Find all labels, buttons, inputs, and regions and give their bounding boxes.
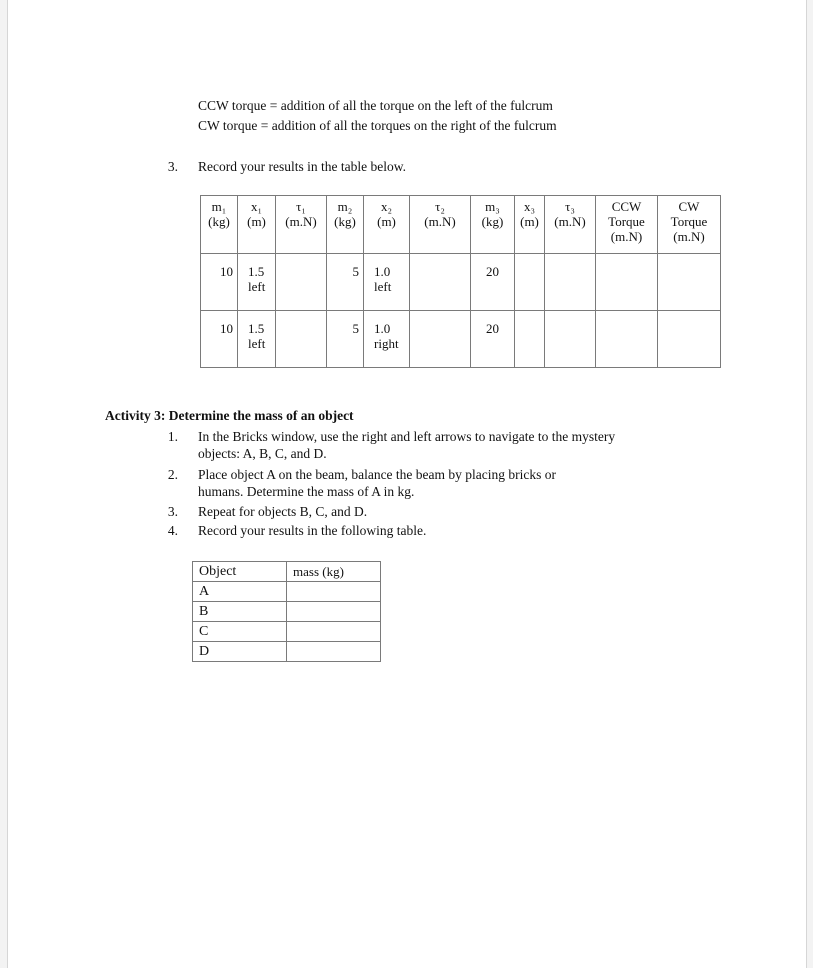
- ccw-definition: CCW torque = addition of all the torque on the left of the fulcrum: [198, 98, 553, 113]
- cw-definition: CW torque = addition of all the torques on the right of the fulcrum: [198, 118, 557, 133]
- step-text: objects: A, B, C, and D.: [198, 446, 327, 461]
- header-x2: x₂ (m): [364, 196, 410, 254]
- cell-tau2[interactable]: [410, 254, 471, 311]
- mass-cell[interactable]: [287, 582, 381, 602]
- mass-table-header: [193, 562, 381, 582]
- cell-x3[interactable]: [515, 254, 545, 311]
- cell-m3[interactable]: 20: [471, 254, 515, 311]
- cell-m2[interactable]: 5: [327, 254, 364, 311]
- cell-m1[interactable]: 10: [201, 254, 238, 311]
- step-text: In the Bricks window, use the right and left arrows to navigate to the mystery: [198, 429, 616, 444]
- table-row: [193, 602, 381, 622]
- step-number: 4.: [167, 523, 178, 538]
- object-label: C: [193, 622, 287, 642]
- step-text: humans. Determine the mass of A in kg.: [198, 484, 415, 499]
- cell-tau3[interactable]: [545, 254, 596, 311]
- header-m3: m₃ (kg): [471, 196, 515, 254]
- step-number: 3.: [167, 504, 178, 519]
- header-m2: m₂ (kg): [327, 196, 364, 254]
- table-row: [193, 622, 381, 642]
- header-m1: m₁ (kg): [201, 196, 238, 254]
- table-row: [201, 311, 721, 368]
- cell-tau3[interactable]: [545, 311, 596, 368]
- header-tau1: τ₁ (m.N): [276, 196, 327, 254]
- table-row: [201, 254, 721, 311]
- header-cw-torque: CW Torque (m.N): [658, 196, 721, 254]
- step-text: Place object A on the beam, balance the beam by placing bricks or: [198, 467, 557, 482]
- cell-x1[interactable]: 1.5 left: [238, 311, 276, 368]
- activity-title: Activity 3: Determine the mass of an object: [105, 408, 354, 423]
- header-tau2: τ₂ (m.N): [410, 196, 471, 254]
- step-text: Record your results in the table below.: [198, 159, 406, 174]
- header-mass: mass (kg): [287, 562, 381, 582]
- step-text: Repeat for objects B, C, and D.: [198, 504, 368, 519]
- table-row: [193, 642, 381, 662]
- cell-tau1[interactable]: [276, 311, 327, 368]
- cell-ccw-torque[interactable]: [596, 254, 658, 311]
- header-x1: x₁ (m): [238, 196, 276, 254]
- cell-cw-torque[interactable]: [658, 311, 721, 368]
- cell-ccw-torque[interactable]: [596, 311, 658, 368]
- cell-x2[interactable]: 1.0 left: [364, 254, 410, 311]
- cell-x2[interactable]: 1.0 right: [364, 311, 410, 368]
- header-ccw-torque: CCW Torque (m.N): [596, 196, 658, 254]
- header-object: Object: [193, 562, 287, 582]
- cell-x1[interactable]: 1.5 left: [238, 254, 276, 311]
- cell-m3[interactable]: 20: [471, 311, 515, 368]
- mass-cell[interactable]: [287, 602, 381, 622]
- document-page: [7, 0, 807, 968]
- header-x3: x₃ (m): [515, 196, 545, 254]
- object-label: A: [193, 582, 287, 602]
- torque-table: [200, 195, 721, 368]
- mass-table: [192, 561, 381, 662]
- cell-tau1[interactable]: [276, 254, 327, 311]
- step-text: Record your results in the following table.: [198, 523, 427, 538]
- header-tau3: τ₃ (m.N): [545, 196, 596, 254]
- table-row: [193, 582, 381, 602]
- cell-m2[interactable]: 5: [327, 311, 364, 368]
- mass-cell[interactable]: [287, 622, 381, 642]
- torque-table-header: [201, 196, 721, 254]
- step-number: 1.: [167, 429, 178, 444]
- object-label: D: [193, 642, 287, 662]
- step-number: 3.: [167, 159, 178, 174]
- step-number: 2.: [167, 467, 178, 482]
- cell-x3[interactable]: [515, 311, 545, 368]
- cell-cw-torque[interactable]: [658, 254, 721, 311]
- cell-tau2[interactable]: [410, 311, 471, 368]
- mass-cell[interactable]: [287, 642, 381, 662]
- object-label: B: [193, 602, 287, 622]
- cell-m1[interactable]: 10: [201, 311, 238, 368]
